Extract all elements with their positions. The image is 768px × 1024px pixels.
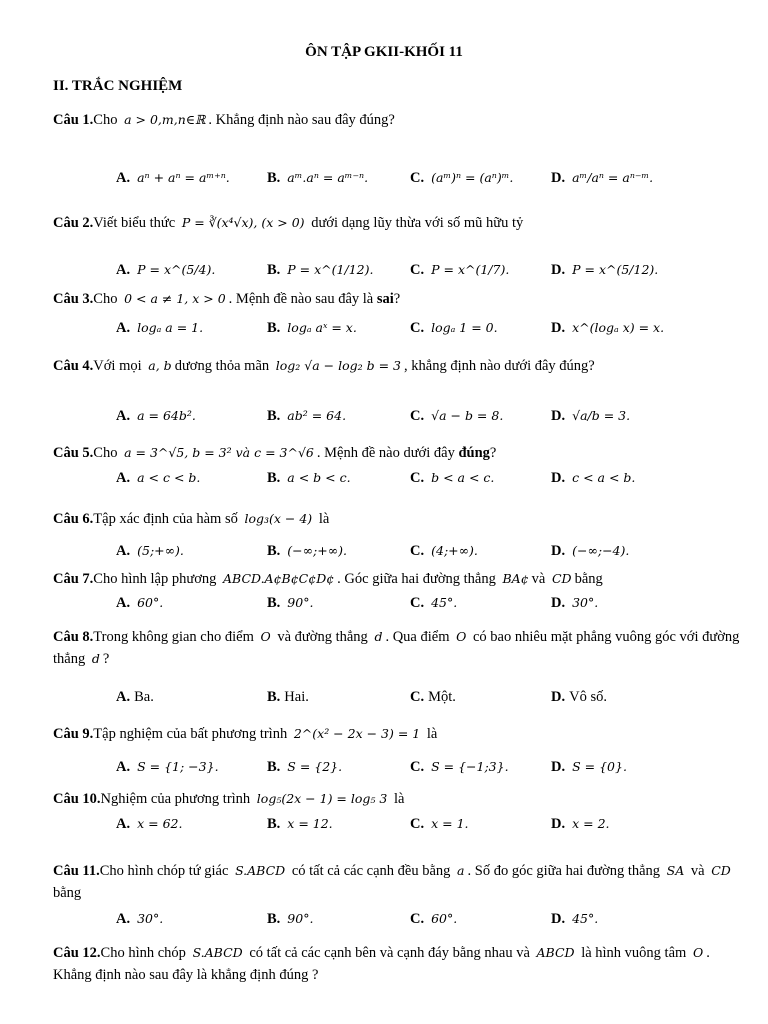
math-expression: a > 0,m,n∈ℝ bbox=[124, 112, 206, 127]
math-expression: P = ∛(x⁴√x), (x > 0) bbox=[181, 215, 305, 230]
option-b[interactable]: B. x = 12. bbox=[267, 816, 333, 832]
option-c[interactable]: C. S = {−1;3}. bbox=[410, 759, 509, 775]
option-c[interactable]: C. Một. bbox=[410, 689, 456, 705]
option-c[interactable]: C. x = 1. bbox=[410, 816, 469, 832]
option-b[interactable]: B. P = x^(1/12). bbox=[267, 262, 374, 278]
option-a[interactable]: A. x = 62. bbox=[116, 816, 183, 832]
question-1: Câu 1.Cho a > 0,m,n∈ℝ . Khẳng định nào sau đây đúng? bbox=[53, 112, 395, 128]
question-3: Câu 3.Cho 0 < a ≠ 1, x > 0 . Mệnh đề nào sau đây là sai? bbox=[53, 291, 401, 307]
option-b[interactable]: B. logₐ aˣ = x. bbox=[267, 320, 357, 336]
question-4: Câu 4.Với mọi a, b dương thỏa mãn log₂ √a − log₂ b = 3 , khẳng định nào dưới đây đúng? bbox=[53, 358, 595, 374]
option-c[interactable]: C. P = x^(1/7). bbox=[410, 262, 510, 278]
option-c[interactable]: C. 60°. bbox=[410, 911, 458, 927]
option-d[interactable]: D. 45°. bbox=[551, 911, 599, 927]
question-5: Câu 5.Cho a = 3^√5, b = 3² và c = 3^√6 . Mệnh đề nào dưới đây đúng? bbox=[53, 445, 497, 461]
option-d[interactable]: D. 30°. bbox=[551, 595, 599, 611]
option-c[interactable]: C. √a − b = 8. bbox=[410, 408, 504, 424]
question-2: Câu 2.Viết biểu thức P = ∛(x⁴√x), (x > 0) dưới dạng lũy thừa với số mũ hữu tỷ bbox=[53, 215, 524, 231]
option-a[interactable]: A. P = x^(5/4). bbox=[116, 262, 216, 278]
option-b[interactable]: B. (−∞;+∞). bbox=[267, 543, 348, 559]
section-heading: II. TRẮC NGHIỆM bbox=[53, 78, 183, 94]
emphasis: sai bbox=[376, 291, 394, 307]
option-b[interactable]: B. S = {2}. bbox=[267, 759, 343, 775]
option-c[interactable]: C. (4;+∞). bbox=[410, 543, 478, 559]
option-b[interactable]: B. 90°. bbox=[267, 595, 314, 611]
option-d[interactable]: D. √a/b = 3. bbox=[551, 408, 631, 424]
option-d[interactable]: D. Vô số. bbox=[551, 689, 607, 705]
math-expression: 0 < a ≠ 1, x > 0 bbox=[124, 291, 226, 306]
option-c[interactable]: C. 45°. bbox=[410, 595, 458, 611]
option-a[interactable]: A. 30°. bbox=[116, 911, 164, 927]
option-b[interactable]: B. 90°. bbox=[267, 911, 314, 927]
option-d[interactable]: D. c < a < b. bbox=[551, 470, 636, 486]
option-c[interactable]: C. (aᵐ)ⁿ = (aⁿ)ᵐ. bbox=[410, 170, 514, 186]
question-10: Câu 10.Nghiệm của phương trình log₅(2x − 1) = log₅ 3 là bbox=[53, 791, 405, 807]
option-c[interactable]: C. logₐ 1 = 0. bbox=[410, 320, 498, 336]
option-b[interactable]: B. Hai. bbox=[267, 689, 309, 705]
option-b[interactable]: B. a < b < c. bbox=[267, 470, 351, 486]
option-a[interactable]: A. Ba. bbox=[116, 689, 154, 705]
option-d[interactable]: D. x^(logₐ x) = x. bbox=[551, 320, 665, 336]
option-a[interactable]: A. aⁿ + aⁿ = aᵐ⁺ⁿ. bbox=[116, 170, 230, 186]
question-12: Câu 12.Cho hình chóp S.ABCD có tất cả các cạnh bên và cạnh đáy bằng nhau và ABCD là hình vuông tâm O . Khẳng định nào sau đây là khẳng định đúng ? bbox=[53, 945, 710, 983]
option-d[interactable]: D. P = x^(5/12). bbox=[551, 262, 659, 278]
option-d[interactable]: D. x = 2. bbox=[551, 816, 610, 832]
option-d[interactable]: D. S = {0}. bbox=[551, 759, 627, 775]
question-7: Câu 7.Cho hình lập phương ABCD.A¢B¢C¢D¢ . Góc giữa hai đường thẳng BA¢ và CD bằng bbox=[53, 571, 603, 587]
option-b[interactable]: B. ab² = 64. bbox=[267, 408, 347, 424]
question-8: Câu 8.Trong không gian cho điểm O và đường thẳng d . Qua điểm O có bao nhiêu mặt phẳng vuông góc với đường thẳng d ? bbox=[53, 629, 740, 667]
page-title: ÔN TẬP GKII-KHỐI 11 bbox=[305, 44, 463, 60]
question-label: Câu 1. bbox=[53, 112, 94, 128]
option-c[interactable]: C. b < a < c. bbox=[410, 470, 495, 486]
option-d[interactable]: D. aᵐ/aⁿ = aⁿ⁻ᵐ. bbox=[551, 170, 654, 186]
option-b[interactable]: B. aᵐ.aⁿ = aᵐ⁻ⁿ. bbox=[267, 170, 369, 186]
option-a[interactable]: A. a = 64b². bbox=[116, 408, 196, 424]
option-d[interactable]: D. (−∞;−4). bbox=[551, 543, 630, 559]
option-a[interactable]: A. S = {1; −3}. bbox=[116, 759, 219, 775]
option-a[interactable]: A. a < c < b. bbox=[116, 470, 201, 486]
option-a[interactable]: A. logₐ a = 1. bbox=[116, 320, 204, 336]
question-9: Câu 9.Tập nghiệm của bất phương trình 2^(x² − 2x − 3) = 1 là bbox=[53, 726, 438, 742]
question-11: Câu 11.Cho hình chóp tứ giác S.ABCD có tất cả các cạnh đều bằng a . Số đo góc giữa hai đường thẳng SA và CD bằng bbox=[53, 863, 731, 901]
option-a[interactable]: A. (5;+∞). bbox=[116, 543, 184, 559]
question-6: Câu 6.Tập xác định của hàm số log₃(x − 4) là bbox=[53, 511, 330, 527]
option-a[interactable]: A. 60°. bbox=[116, 595, 164, 611]
